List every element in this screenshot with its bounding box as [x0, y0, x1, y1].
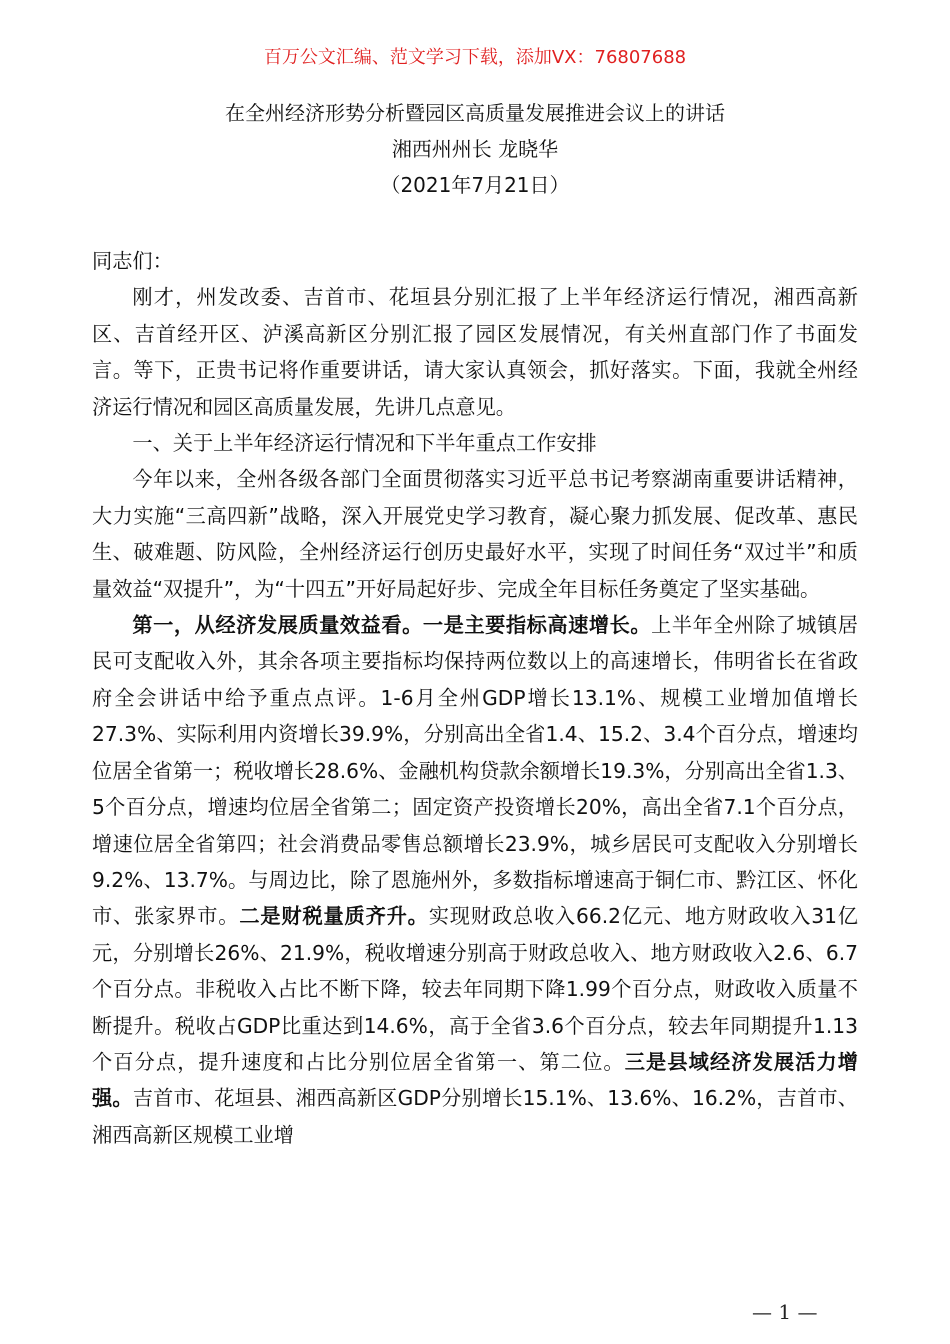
bold-lead-first: 第一，从经济发展质量效益看。一是主要指标高速增长。	[132, 613, 652, 638]
text-first: 上半年全州除了城镇居民可支配收入外，其余各项主要指标均保持两位数以上的高速增长，伟明省长在省政府全会讲话中给予重点点评。1-6月全州GDP增长13.1%、规模工业增加值增长27.3%、实际利用内资增长39.9%，分别高出全省1.4、15.2、3.4个百分点，增速均位居全省第一；税收增长28.6%、金融机构贷款余额增长19.3%，分别高出全省1.3、5个百分点，增速均位居全省第二；固定资产投资增长20%，高出全省7.1个百分点，增速位居全省第四；社会消费品零售总额增长23.9%，城乡居民可支配收入分别增长9.2%、13.7%。与周边比，除了恩施州外，多数指标增速高于铜仁市、黔江区、怀化市、张家界市。	[92, 613, 858, 929]
salutation: 同志们：	[92, 249, 173, 273]
bold-lead-second: 二是财税量质齐升。	[239, 904, 429, 929]
section-heading-1: 一、关于上半年经济运行情况和下半年重点工作安排	[132, 431, 597, 456]
bold-lead-third: 三是县域经济发展活力增强。	[92, 1049, 858, 1111]
date-line: （2021年7月21日）	[380, 173, 570, 197]
paragraph-overview: 今年以来，全州各级各部门全面贯彻落实习近平总书记考察湖南重要讲话精神，大力实施“三高四新”战略，深入开展党史学习教育，凝心聚力抓发展、促改革、惠民生、破难题、防风险，全州经济运行创历史最好水平，实现了时间任务“双过半”和质量效益“双提升”，为“十四五”开好局起好步、完成全年目标任务奠定了坚实基础。	[92, 467, 858, 601]
text-second: 实现财政总收入66.2亿元、地方财政收入31亿元，分别增长26%、21.9%，税收增速分别高于财政总收入、地方财政收入2.6、6.7个百分点。非税收入占比不断下降，较去年同期下降1.99个百分点，财政收入质量不断提升。税收占GDP比重达到14.6%，高于全省3.6个百分点，较去年同期提升1.13个百分点，提升速度和占比分别位居全省第一、第二位。	[92, 904, 858, 1074]
page-number: — 1 —	[752, 1300, 818, 1324]
paragraph-intro: 刚才，州发改委、吉首市、花垣县分别汇报了上半年经济运行情况，湘西高新区、吉首经开区、泸溪高新区分别汇报了园区发展情况，有关州直部门作了书面发言。等下，正贵书记将作重要讲话，请大家认真领会，抓好落实。下面，我就全州经济运行情况和园区高质量发展，先讲几点意见。	[92, 285, 858, 419]
paragraph-economic-quality	[92, 607, 858, 1153]
speaker-line: 湘西州州长 龙晓华	[391, 137, 559, 161]
title-block	[0, 95, 950, 203]
document-title: 在全州经济形势分析暨园区高质量发展推进会议上的讲话	[225, 101, 725, 125]
document-body	[92, 243, 858, 1153]
text-third: 吉首市、花垣县、湘西高新区GDP分别增长15.1%、13.6%、16.2%，吉首市、湘西高新区规模工业增	[92, 1086, 858, 1147]
watermark-banner: 百万公文汇编、范文学习下载，添加VX：76807688	[263, 47, 687, 68]
